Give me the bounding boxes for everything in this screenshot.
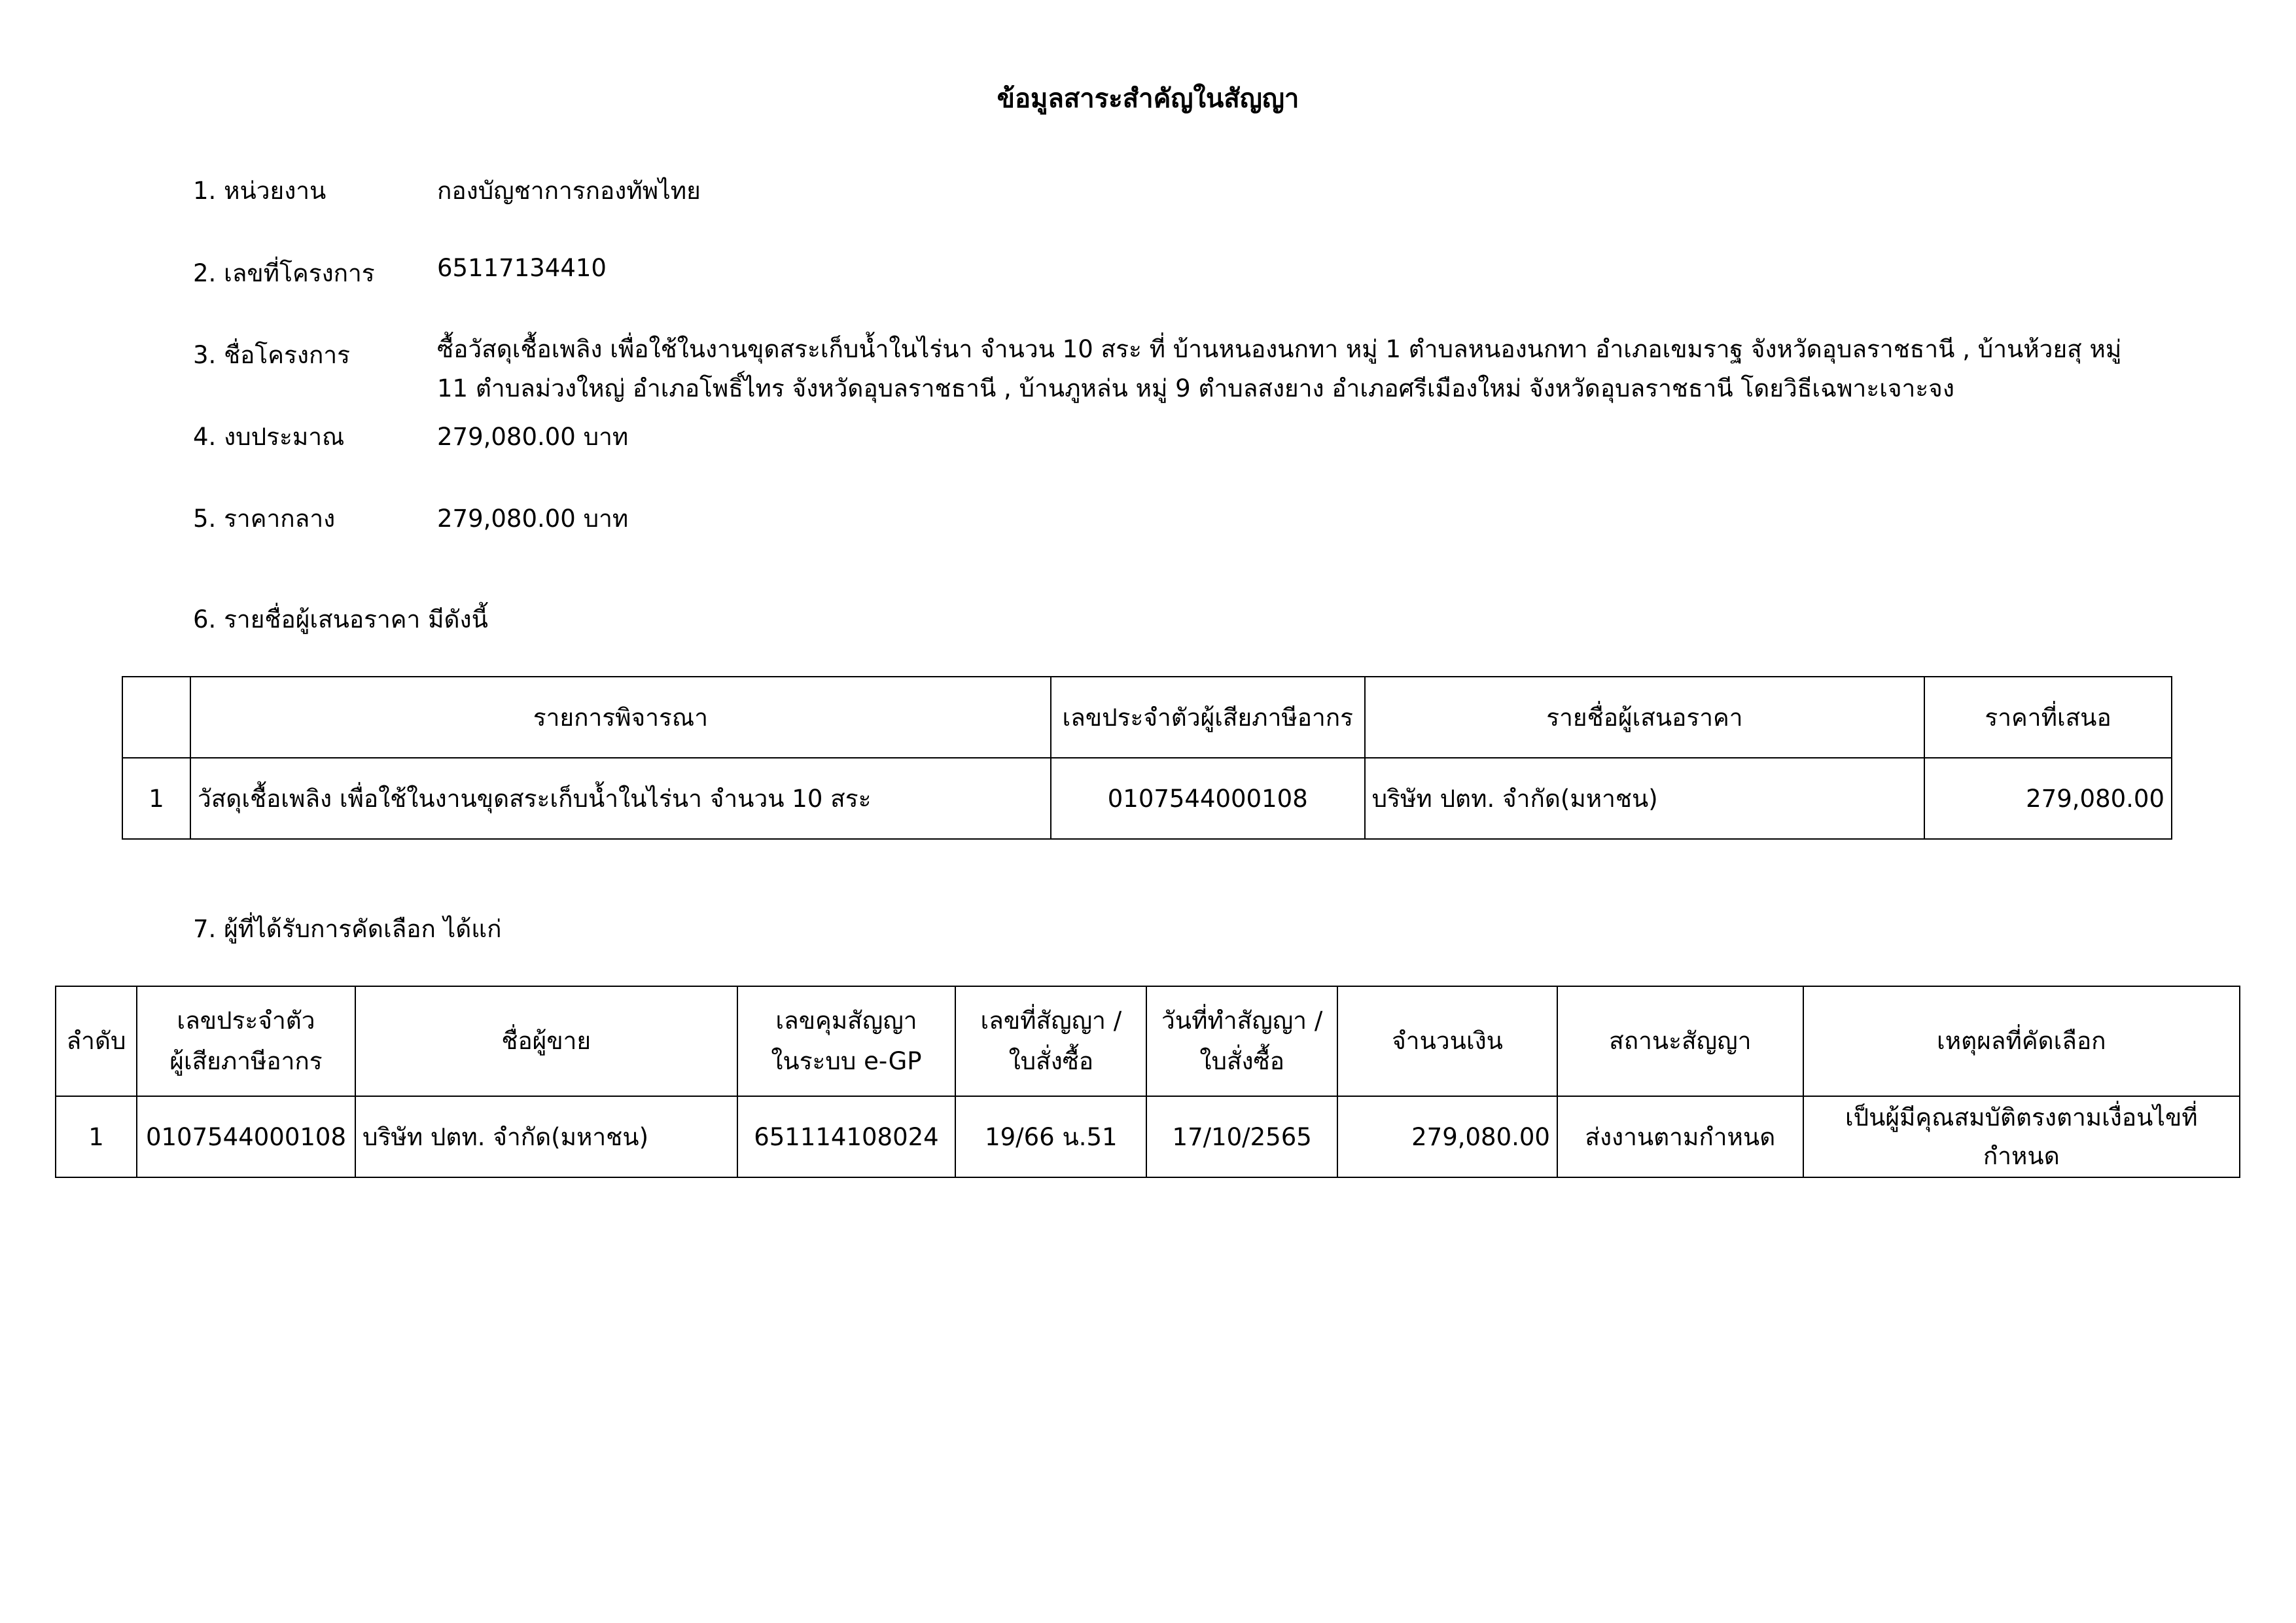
field-value-agency: กองบัญชาการกองทัพไทย bbox=[437, 177, 701, 205]
cell-index: 1 bbox=[122, 758, 190, 839]
cell-vendor-name: บริษัท ปตท. จำกัด(มหาชน) bbox=[355, 1096, 737, 1177]
table-header-row bbox=[56, 986, 2240, 1096]
cell-selection-reason: เป็นผู้มีคุณสมบัติตรงตามเงื่อนไขที่กำหนด bbox=[1803, 1096, 2240, 1177]
document-title: ข้อมูลสาระสำคัญในสัญญา bbox=[997, 84, 1299, 114]
header-cell-bidder-name: รายชื่อผู้เสนอราคา bbox=[1365, 677, 1924, 758]
field-label-project-number: 2. เลขที่โครงการ bbox=[193, 259, 375, 287]
table-row bbox=[122, 758, 2172, 839]
field-value-budget: 279,080.00 บาท bbox=[437, 423, 629, 451]
header-cell-order: ลำดับ bbox=[56, 986, 137, 1096]
field-value-project-number: 65117134410 bbox=[437, 254, 607, 282]
header-cell-index bbox=[122, 677, 190, 758]
header-cell-offered-price: ราคาที่เสนอ bbox=[1924, 677, 2172, 758]
table-row bbox=[56, 1096, 2240, 1177]
field-label-agency: 1. หน่วยงาน bbox=[193, 177, 327, 205]
cell-tax-id: 0107544000108 bbox=[137, 1096, 355, 1177]
cell-bidder-name: บริษัท ปตท. จำกัด(มหาชน) bbox=[1365, 758, 1924, 839]
cell-amount: 279,080.00 bbox=[1337, 1096, 1557, 1177]
header-cell-vendor-name: ชื่อผู้ขาย bbox=[355, 986, 737, 1096]
field-label-median-price: 5. ราคากลาง bbox=[193, 505, 336, 533]
selected-vendor-table bbox=[55, 986, 2240, 1178]
cell-contract-date: 17/10/2565 bbox=[1146, 1096, 1337, 1177]
table-header-row bbox=[122, 677, 2172, 758]
header-cell-amount: จำนวนเงิน bbox=[1337, 986, 1557, 1096]
cell-tax-id: 0107544000108 bbox=[1051, 758, 1365, 839]
field-label-project-name: 3. ชื่อโครงการ bbox=[193, 341, 351, 369]
header-cell-contract-status: สถานะสัญญา bbox=[1557, 986, 1803, 1096]
field-value-project-name: ซื้อวัสดุเชื้อเพลิง เพื่อใช้ในงานขุดสระเก็บน้ำในไร่นา จำนวน 10 สระ ที่ บ้านหนองนกทา หมู่ 1 ตำบลหนองนกทา อำเภอเขมราฐ จังหวัดอุบลราชธานี , บ้านห้วยสุ หมู่ 11 ตำบลม่วงใหญ่ อำเภอโพธิ์ไทร จังหวัดอุบลราชธานี , บ้านภูหล่น หมู่ 9 ตำบลสงยาง อำเภอศรีเมืองใหม่ จังหวัดอุบลราชธานี โดยวิธีเฉพาะเจาะจง bbox=[437, 335, 2122, 402]
field-value-median-price: 279,080.00 บาท bbox=[437, 505, 629, 533]
cell-item: วัสดุเชื้อเพลิง เพื่อใช้ในงานขุดสระเก็บน้ำในไร่นา จำนวน 10 สระ bbox=[190, 758, 1051, 839]
header-cell-contract-number: เลขที่สัญญา / ใบสั่งซื้อ bbox=[955, 986, 1146, 1096]
header-cell-selection-reason: เหตุผลที่คัดเลือก bbox=[1803, 986, 2240, 1096]
cell-contract-status: ส่งงานตามกำหนด bbox=[1557, 1096, 1803, 1177]
section6-heading: 6. รายชื่อผู้เสนอราคา มีดังนี้ bbox=[193, 605, 488, 633]
bidders-table bbox=[122, 676, 2172, 840]
header-cell-tax-id: เลขประจำตัว ผู้เสียภาษีอากร bbox=[137, 986, 355, 1096]
cell-contract-number: 19/66 น.51 bbox=[955, 1096, 1146, 1177]
field-label-budget: 4. งบประมาณ bbox=[193, 423, 345, 451]
section7-heading: 7. ผู้ที่ได้รับการคัดเลือก ได้แก่ bbox=[193, 915, 502, 943]
header-cell-tax-id: เลขประจำตัวผู้เสียภาษีอากร bbox=[1051, 677, 1365, 758]
header-cell-egp-control-number: เลขคุมสัญญา ในระบบ e-GP bbox=[737, 986, 956, 1096]
header-cell-contract-date: วันที่ทำสัญญา / ใบสั่งซื้อ bbox=[1146, 986, 1337, 1096]
cell-egp-control-number: 651114108024 bbox=[737, 1096, 956, 1177]
cell-order: 1 bbox=[56, 1096, 137, 1177]
header-cell-item: รายการพิจารณา bbox=[190, 677, 1051, 758]
cell-offered-price: 279,080.00 bbox=[1924, 758, 2172, 839]
